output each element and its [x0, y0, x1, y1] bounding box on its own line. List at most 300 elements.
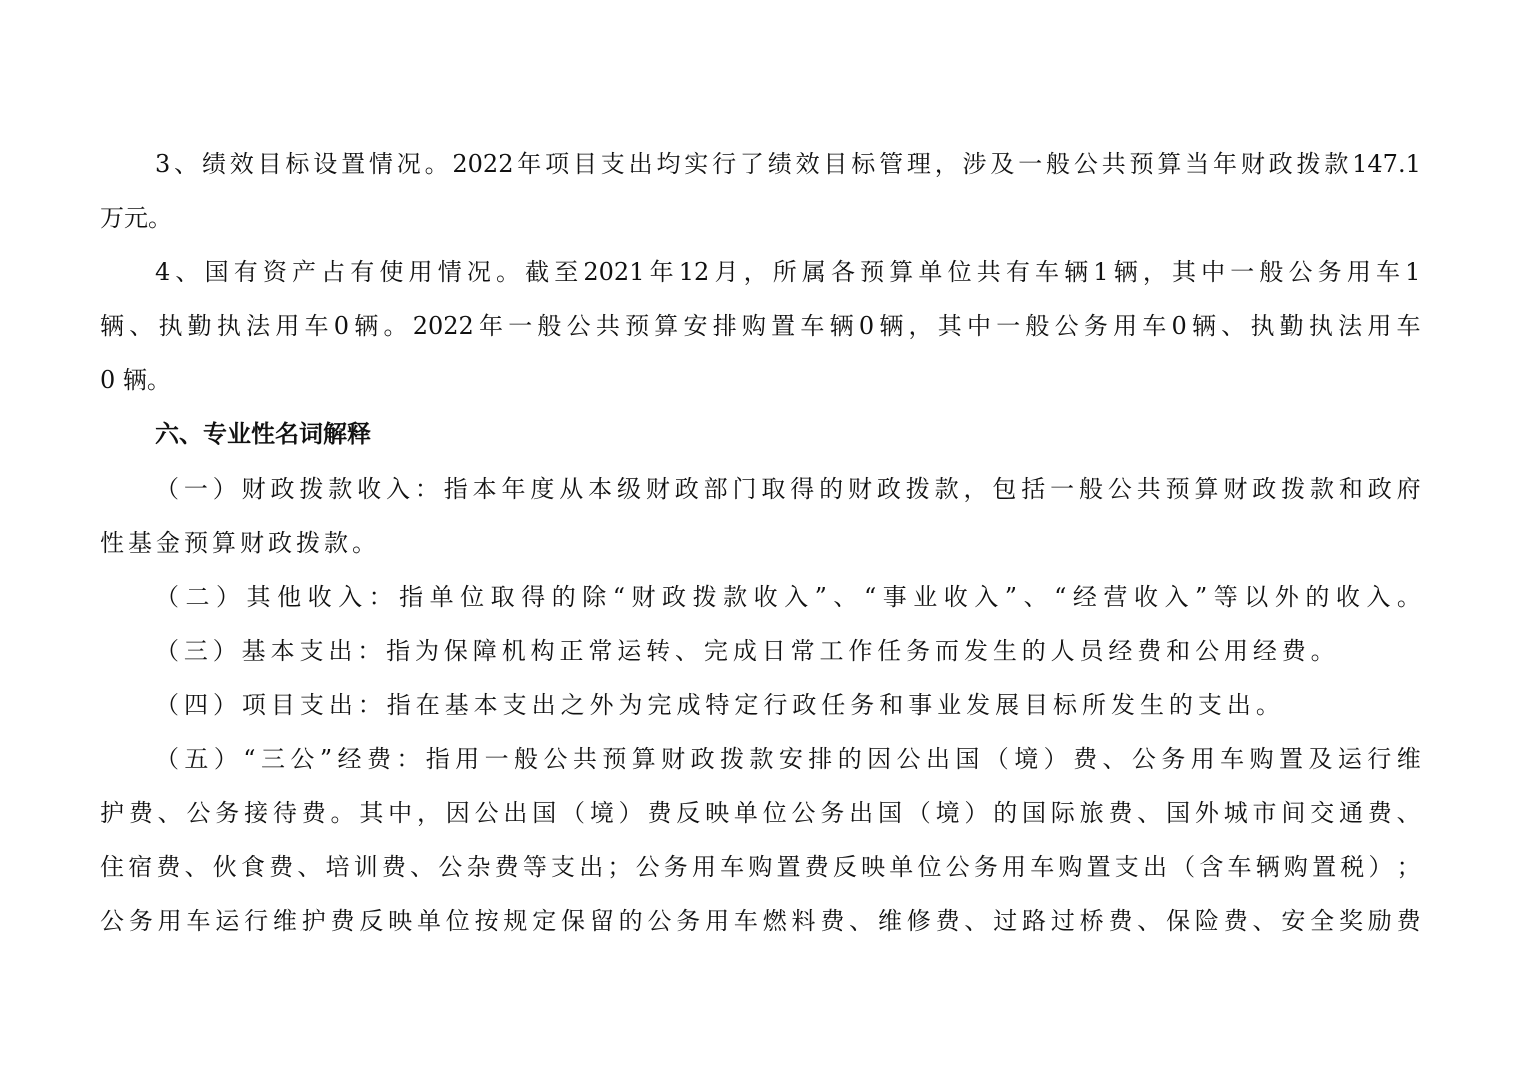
glyph: 出: [579, 853, 604, 881]
glyph: 支: [600, 150, 625, 178]
glyph: 、: [174, 150, 199, 178]
glyph: 、: [675, 637, 700, 665]
glyph: 标: [1053, 691, 1078, 719]
glyph: 的: [993, 799, 1018, 827]
glyph: 使: [379, 258, 404, 286]
glyph: 财: [1223, 475, 1248, 503]
glyph: 、: [157, 799, 182, 827]
glyph: 经: [1072, 583, 1097, 611]
glyph: 费: [1223, 907, 1248, 935]
glyph: 款: [1310, 475, 1334, 503]
glyph: 的: [837, 745, 862, 773]
glyph: 财: [1240, 150, 1265, 178]
glyph: 车: [1220, 745, 1245, 773]
glyph: 入: [338, 583, 363, 611]
glyph: 机: [501, 637, 526, 665]
glyph: 从: [559, 475, 584, 503]
glyph: 规: [503, 907, 528, 935]
glyph: 指: [425, 745, 450, 773]
glyph: 款: [1324, 150, 1349, 178]
glyph: （: [155, 475, 179, 503]
glyph: 公: [186, 799, 211, 827]
glyph: 置: [776, 853, 801, 881]
glyph: 算: [1157, 150, 1182, 178]
glyph: 支: [299, 691, 324, 719]
glyph: 际: [1050, 799, 1075, 827]
glyph: 务: [850, 691, 875, 719]
glyph: 的: [618, 907, 643, 935]
glyph: 情: [368, 150, 393, 178]
glyph: 公: [566, 312, 591, 340]
glyph: 发: [1110, 691, 1135, 719]
glyph: 运: [215, 907, 240, 935]
glyph: 的: [1021, 637, 1046, 665]
glyph: 和: [1166, 637, 1191, 665]
glyph: ）: [1043, 745, 1068, 773]
glyph: 勤: [187, 312, 212, 340]
glyph: 算: [631, 745, 656, 773]
paragraph-line: 性基金预算财政拨款。: [100, 529, 380, 557]
glyph: 税: [1340, 853, 1365, 881]
glyph: 、: [297, 853, 322, 881]
glyph: （: [155, 637, 179, 665]
glyph: 收: [943, 583, 968, 611]
glyph: 、: [1252, 907, 1277, 935]
glyph: 任: [821, 691, 846, 719]
glyph: 通: [1338, 799, 1363, 827]
glyph: 过: [993, 907, 1018, 935]
glyph: 情: [437, 258, 462, 286]
glyph: 门: [732, 475, 757, 503]
glyph: 一: [183, 475, 208, 503]
glyph: 预: [602, 745, 627, 773]
glyph: 费: [494, 853, 519, 881]
glyph: 车: [304, 312, 329, 340]
glyph: 务: [1083, 312, 1108, 340]
glyph: 务: [215, 799, 240, 827]
glyph: 费: [330, 907, 355, 935]
glyph: 映: [705, 799, 730, 827]
glyph: 保: [443, 637, 468, 665]
glyph: 经: [337, 745, 362, 773]
glyph: 2021: [583, 258, 645, 286]
glyph: 收: [357, 475, 382, 503]
glyph: 出: [328, 691, 353, 719]
glyph: 及: [1308, 745, 1333, 773]
glyph: 出: [849, 799, 874, 827]
glyph: 运: [617, 637, 642, 665]
glyph: 款: [328, 475, 353, 503]
glyph: 公: [290, 745, 315, 773]
glyph: ，: [1142, 258, 1167, 286]
glyph: 接: [244, 799, 269, 827]
glyph: 奖: [1338, 907, 1363, 935]
glyph: 政: [690, 745, 715, 773]
glyph: 支: [502, 691, 527, 719]
glyph: 外: [589, 691, 614, 719]
glyph: 公: [438, 853, 463, 881]
glyph: 行: [763, 691, 788, 719]
glyph: （: [155, 691, 179, 719]
glyph: ”: [1004, 583, 1018, 611]
glyph: 除: [582, 583, 607, 611]
glyph: 车: [720, 853, 745, 881]
glyph: 度: [530, 475, 555, 503]
glyph: 员: [1079, 637, 1104, 665]
glyph: 基: [444, 691, 469, 719]
glyph: 款: [723, 583, 748, 611]
glyph: 用: [1346, 258, 1371, 286]
glyph: 交: [1310, 799, 1335, 827]
glyph: 出: [328, 637, 353, 665]
glyph: 财: [241, 475, 266, 503]
glyph: 单: [416, 907, 441, 935]
glyph: 行: [1367, 745, 1392, 773]
glyph: 有: [1005, 258, 1030, 286]
glyph: 况: [396, 150, 421, 178]
glyph: 费: [156, 853, 181, 881]
glyph: 务: [1317, 258, 1342, 286]
glyph: 标: [285, 150, 310, 178]
glyph: 年: [517, 150, 542, 178]
glyph: 安: [683, 312, 708, 340]
glyph: 置: [1086, 853, 1111, 881]
glyph: 支: [299, 637, 324, 665]
glyph: 般: [1046, 150, 1071, 178]
glyph: 辆: [1255, 853, 1280, 881]
glyph: 公: [635, 853, 660, 881]
glyph: 常: [588, 637, 613, 665]
glyph: 、: [1023, 583, 1048, 611]
paragraph-line: [100, 901, 1421, 941]
glyph: 定: [532, 907, 557, 935]
glyph: 辆: [829, 312, 854, 340]
glyph: 经: [1108, 637, 1133, 665]
glyph: “: [1054, 583, 1067, 611]
glyph: 1: [1093, 258, 1109, 286]
glyph: 出: [503, 799, 528, 827]
glyph: 用: [1190, 745, 1215, 773]
glyph: 支: [551, 853, 575, 881]
glyph: 车: [1396, 312, 1421, 340]
glyph: 绩: [767, 150, 792, 178]
glyph: 管: [879, 150, 904, 178]
glyph: （: [1171, 853, 1196, 881]
glyph: 般: [1025, 312, 1050, 340]
glyph: 人: [1050, 637, 1075, 665]
glyph: 辆: [1192, 312, 1217, 340]
glyph: 全: [1310, 907, 1335, 935]
glyph: 修: [906, 907, 931, 935]
glyph: 0: [333, 312, 350, 340]
section-heading: 六、专业性名词解释: [155, 420, 371, 448]
glyph: ）: [618, 799, 643, 827]
glyph: 政: [662, 583, 687, 611]
glyph: 算: [654, 312, 679, 340]
glyph: 辆: [354, 312, 379, 340]
glyph: 费: [1367, 799, 1392, 827]
glyph: ”: [814, 583, 827, 611]
glyph: 本: [270, 637, 295, 665]
glyph: 工: [819, 637, 844, 665]
glyph: 映: [388, 907, 413, 935]
glyph: 用: [705, 907, 730, 935]
glyph: 政: [1268, 150, 1293, 178]
glyph: 费: [935, 907, 960, 935]
glyph: 为: [618, 691, 643, 719]
glyph: （: [984, 745, 1009, 773]
glyph: 项: [545, 150, 570, 178]
glyph: 。: [330, 799, 355, 827]
glyph: 、: [1221, 312, 1246, 340]
glyph: 务: [1161, 745, 1186, 773]
glyph: 辆: [879, 312, 904, 340]
glyph: 一: [1230, 258, 1255, 286]
glyph: 购: [748, 853, 773, 881]
glyph: 的: [1168, 691, 1193, 719]
glyph: 车: [1375, 258, 1400, 286]
glyph: 、: [410, 853, 435, 881]
glyph: 本: [472, 475, 497, 503]
glyph: 境: [589, 799, 614, 827]
glyph: 路: [1022, 907, 1046, 935]
glyph: 、: [1137, 799, 1162, 827]
glyph: 用: [408, 258, 433, 286]
glyph: 外: [1194, 799, 1219, 827]
glyph: 一: [1018, 150, 1043, 178]
glyph: 实: [684, 150, 709, 178]
glyph: 排: [712, 312, 737, 340]
glyph: 得: [790, 475, 815, 503]
glyph: 辆: [100, 312, 124, 340]
glyph: 法: [246, 312, 271, 340]
glyph: 费: [804, 853, 829, 881]
glyph: 燃: [762, 907, 787, 935]
glyph: 其: [359, 799, 384, 827]
glyph: 一: [484, 745, 509, 773]
glyph: 行: [244, 907, 269, 935]
glyph: 和: [1338, 475, 1363, 503]
glyph: 间: [1281, 799, 1306, 827]
glyph: 年: [1213, 150, 1237, 178]
glyph: ）: [964, 799, 989, 827]
glyph: ”: [319, 745, 333, 773]
glyph: 因: [867, 745, 892, 773]
glyph: 保: [561, 907, 585, 935]
glyph: 反: [832, 853, 857, 881]
glyph: 发: [963, 637, 988, 665]
glyph: 收: [753, 583, 778, 611]
glyph: 款: [749, 745, 774, 773]
glyph: 行: [712, 150, 737, 178]
glyph: 涉: [962, 150, 987, 178]
glyph: 宿: [128, 853, 153, 881]
glyph: 位: [947, 258, 972, 286]
glyph: 三: [183, 637, 208, 665]
glyph: 杂: [466, 853, 491, 881]
glyph: 务: [973, 853, 998, 881]
glyph: 用: [157, 907, 182, 935]
glyph: 障: [472, 637, 497, 665]
glyph: 、: [175, 258, 200, 286]
glyph: 费: [1281, 637, 1306, 665]
glyph: 收: [1133, 583, 1158, 611]
glyph: ）: [212, 691, 237, 719]
glyph: 其: [937, 312, 962, 340]
glyph: 资: [262, 258, 287, 286]
glyph: 务: [676, 907, 701, 935]
glyph: 所: [1082, 691, 1106, 719]
glyph: 拨: [720, 745, 744, 773]
glyph: 各: [831, 258, 855, 286]
glyph: 设: [313, 150, 338, 178]
glyph: 用: [1002, 853, 1026, 881]
glyph: 费: [1137, 637, 1162, 665]
glyph: 拨: [905, 475, 930, 503]
paragraph-line: [100, 847, 1421, 887]
glyph: 财: [631, 583, 656, 611]
glyph: 预: [860, 258, 885, 286]
glyph: 其: [1171, 258, 1196, 286]
glyph: “: [243, 745, 256, 773]
glyph: 执: [158, 312, 183, 340]
paragraph-line: [100, 306, 1421, 346]
glyph: ）: [212, 475, 237, 503]
glyph: 定: [734, 691, 759, 719]
glyph: 四: [183, 691, 208, 719]
glyph: 入: [1164, 583, 1189, 611]
glyph: 共: [1136, 475, 1161, 503]
glyph: 五: [184, 745, 209, 773]
glyph: 般: [514, 745, 539, 773]
glyph: 桥: [1079, 907, 1104, 935]
glyph: 费: [366, 745, 391, 773]
glyph: 指: [386, 637, 411, 665]
glyph: 务: [906, 637, 931, 665]
glyph: 国: [532, 799, 557, 827]
glyph: 12: [678, 258, 710, 286]
glyph: 置: [1279, 745, 1304, 773]
glyph: 公: [100, 907, 124, 935]
glyph: 等: [522, 853, 547, 881]
glyph: 4: [155, 258, 171, 286]
glyph: 车: [1030, 853, 1055, 881]
glyph: （: [906, 799, 931, 827]
glyph: 经: [1252, 637, 1277, 665]
glyph: ；: [607, 853, 632, 881]
glyph: 三: [260, 745, 285, 773]
glyph: 构: [530, 637, 555, 665]
glyph: 。: [1255, 691, 1280, 719]
glyph: 维: [877, 907, 902, 935]
glyph: 费: [128, 799, 153, 827]
glyph: ，: [743, 258, 768, 286]
glyph: 出: [628, 150, 653, 178]
glyph: 截: [525, 258, 550, 286]
glyph: 公: [474, 799, 499, 827]
glyph: 取: [490, 583, 515, 611]
glyph: 0: [1171, 312, 1187, 340]
glyph: 1: [1405, 258, 1421, 286]
glyph: 出: [1226, 691, 1251, 719]
glyph: 2022: [452, 150, 514, 178]
glyph: 有: [350, 258, 375, 286]
glyph: 留: [589, 907, 614, 935]
glyph: 位: [460, 583, 485, 611]
glyph: 完: [703, 637, 728, 665]
glyph: 置: [341, 150, 366, 178]
glyph: 财: [661, 745, 686, 773]
glyph: 单: [918, 258, 943, 286]
glyph: 作: [848, 637, 873, 665]
glyph: 、: [849, 907, 874, 935]
glyph: 费: [269, 853, 294, 881]
glyph: 业: [937, 691, 962, 719]
glyph: 待: [272, 799, 297, 827]
glyph: 目: [257, 150, 282, 178]
glyph: 生: [1139, 691, 1164, 719]
glyph: 食: [240, 853, 265, 881]
glyph: 指: [443, 475, 468, 503]
glyph: ）: [213, 745, 238, 773]
paragraph-line: 0 辆。: [100, 366, 171, 394]
glyph: 属: [801, 258, 826, 286]
glyph: 务: [820, 799, 845, 827]
glyph: 政: [270, 475, 295, 503]
glyph: 伙: [212, 853, 237, 881]
glyph: 常: [790, 637, 815, 665]
glyph: 占: [321, 258, 346, 286]
glyph: 效: [795, 150, 820, 178]
glyph: 等: [1213, 583, 1238, 611]
glyph: 映: [861, 853, 886, 881]
glyph: 级: [617, 475, 641, 503]
glyph: 。: [1310, 637, 1335, 665]
glyph: 勤: [1279, 312, 1304, 340]
glyph: 务: [663, 853, 688, 881]
glyph: 均: [656, 150, 681, 178]
glyph: 出: [531, 691, 556, 719]
glyph: 购: [1249, 745, 1274, 773]
glyph: 支: [1114, 853, 1139, 881]
glyph: 境: [935, 799, 960, 827]
glyph: 理: [906, 150, 931, 178]
glyph: 项: [241, 691, 266, 719]
glyph: 单: [733, 799, 758, 827]
glyph: 指: [399, 583, 424, 611]
glyph: 及: [990, 150, 1015, 178]
glyph: 用: [1367, 312, 1392, 340]
glyph: 保: [1166, 907, 1191, 935]
glyph: 本: [588, 475, 613, 503]
glyph: 中: [388, 799, 413, 827]
glyph: 得: [521, 583, 546, 611]
glyph: 成: [676, 691, 701, 719]
glyph: 年: [649, 258, 674, 286]
paragraph-line: [155, 685, 1280, 725]
glyph: 的: [1305, 583, 1330, 611]
glyph: 住: [100, 853, 124, 881]
glyph: 含: [1199, 853, 1224, 881]
glyph: 二: [185, 583, 210, 611]
glyph: 用: [691, 853, 716, 881]
glyph: 转: [646, 637, 671, 665]
glyph: 、: [964, 907, 989, 935]
glyph: 置: [1312, 853, 1337, 881]
glyph: 年: [478, 312, 503, 340]
glyph: 过: [1050, 907, 1075, 935]
glyph: ，: [908, 312, 933, 340]
